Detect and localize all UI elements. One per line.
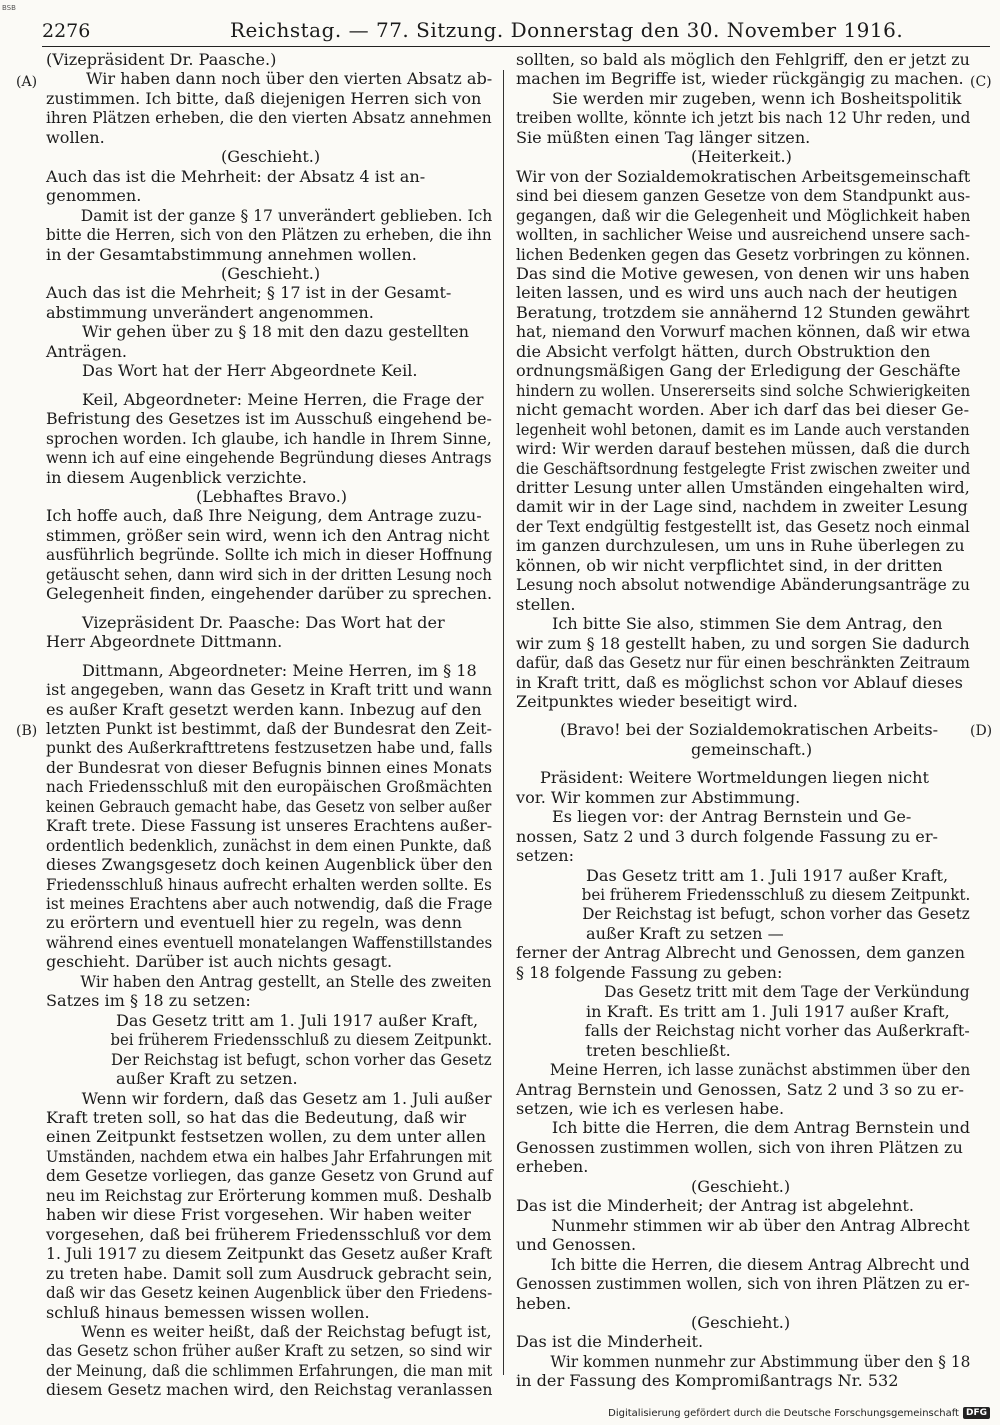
running-head: Reichstag. — 77. Sitzung. Donnerstag den 30. November 1916. [230,18,904,42]
text-line: während eines eventuell monatelangen Waffenstillstandes [46,932,493,952]
text-line: treiben wollte, könnte ich jetzt bis nach 12 Uhr reden, und [516,108,971,128]
text-line: 1. Juli 1917 zu diesem Zeitpunkt das Gesetz außer Kraft [46,1244,492,1264]
text-line: lichen Bedenken gegen das Gesetz vorbringen zu können. [516,244,971,264]
text-line: bitte die Herren, sich von den Plätzen zu erheben, die ihn [46,225,492,245]
text-line: der Meinung, daß die schlimmen Erfahrungen, die man mit [46,1360,493,1380]
text-line: wird: Wir werden darauf bestehen müssen, daß die durch [516,439,970,459]
text-line: treten beschließt. [586,1040,731,1060]
page-header [42,16,990,47]
text-line: getäuscht sehen, dann wird sich in der dritten Lesung noch [46,564,492,584]
text-line: schluß hinaus bemessen wissen wollen. [46,1302,370,1322]
text-line: geschieht. Darüber ist auch nichts gesagt. [46,952,393,972]
text-line: daß wir das Gesetz keinen Augenblick über den Friedens- [46,1283,493,1303]
text-line: Genossen zustimmen wollen, sich von ihren Plätzen zu [516,1137,963,1157]
text-line: (Geschieht.) [691,1313,791,1332]
text-line: Das Gesetz tritt mit dem Tage der Verkündung [604,982,970,1002]
text-line: nicht gemacht worden. Aber ich darf das bei dieser Ge- [516,400,970,420]
text-line: neu im Reichstag zur Erörterung kommen muß. Deshalb [46,1185,492,1205]
text-line: stellen. [516,594,576,614]
text-line: Beratung, trotzdem sie annähernd 12 Stunden gewährt [516,302,970,322]
margin-mark-c: (C) [970,74,992,90]
text-line: der Bundesrat von dieser Befugnis binnen eines Monats [46,757,492,777]
text-line: machen im Begriffe ist, wieder rückgängig zu machen. [516,69,964,89]
text-line: Kraft treten soll, so hat das die Bedeutung, daß wir [46,1108,467,1128]
text-line: das Gesetz schon früher außer Kraft zu setzen, so sind wir [46,1341,492,1361]
text-line: Wir kommen nunmehr zur Abstimmung über den § 18 [550,1351,971,1371]
text-line: Friedensschluß hinaus aufrecht erhalten werden sollte. Es [46,874,492,894]
text-line: (Heiterkeit.) [691,147,792,167]
text-line: sprochen worden. Ich glaube, ich handle in Ihrem Sinne, [46,428,492,448]
text-line: genommen. [46,186,142,206]
text-line: Sie werden mir zugeben, wenn ich Bosheitspolitik [552,88,962,108]
text-line: Das ist die Minderheit. [516,1332,704,1352]
text-line: ausführlich begründe. Sollte ich mich in dieser Hoffnung [46,545,493,565]
text-line: Ich bitte die Herren, die diesem Antrag Albrecht und [550,1254,970,1274]
text-line: diesem Gesetz machen wird, den Reichstag veranlassen [46,1380,493,1400]
text-line: legenheit wohl betonen, damit es im Lande auch verstanden [516,419,970,439]
text-line: Ich bitte die Herren, die dem Antrag Bernstein und [551,1118,970,1138]
text-line: Meine Herren, ich lasse zunächst abstimmen über den [549,1060,971,1080]
text-line: wollten, in sachlicher Weise und ausreichend unsere sach- [516,225,971,245]
text-line: Wir gehen über zu § 18 mit den dazu gestellten [82,322,470,342]
text-line: Ich hoffe auch, daß Ihre Neigung, dem Antrage zuzu- [46,506,482,526]
text-line: bei früherem Friedensschluß zu diesem Zeitpunkt. [110,1030,493,1050]
text-line: heben. [516,1293,572,1313]
text-line: gemeinschaft.) [691,739,813,759]
text-line: die Absicht verfolgt hätten, durch Obstruktion den [516,341,931,361]
text-line: (Geschieht.) [221,147,321,167]
text-line [46,652,492,661]
text-line: Wir haben den Antrag gestellt, an Stelle des zweiten [80,971,492,991]
text-line: Herr Abgeordnete Dittmann. [46,632,283,652]
text-line: keinen Gebrauch gemacht habe, das Gesetz von selber außer [46,796,492,816]
margin-mark-a: (A) [16,74,38,90]
text-line: in der Fassung des Kompromißantrags Nr. 532 [516,1371,899,1391]
text-line: hindern zu wollen. Unsererseits sind solche Schwierigkeiten [516,380,971,400]
text-line: dafür, daß das Gesetz nur für einen beschränkten Zeitraum [516,653,970,673]
right-column [516,50,970,1391]
text-line: der Text endgültig festgestellt ist, das Gesetz noch einmal [516,516,970,536]
text-line: Wir von der Sozialdemokratischen Arbeitsgemeinschaft [516,166,971,186]
text-line: außer Kraft zu setzen. [116,1069,298,1089]
text-line [516,759,970,768]
footer [608,1407,990,1419]
text-line: Ich bitte Sie also, stimmen Sie dem Antrag, den [552,614,943,634]
text-line: Umständen, nachdem etwa ein halbes Jahr Erfahrungen mit [46,1146,492,1166]
text-line: ordentlich bedenklich, zunächst in dem einen Punkte, daß [46,835,492,855]
text-line: nossen, Satz 2 und 3 durch folgende Fassung zu er- [516,826,938,846]
text-line: und Genossen. [516,1235,637,1255]
text-line [46,604,492,613]
text-line: Sie müßten einen Tag länger sitzen. [516,127,811,147]
text-line: leiten lassen, und es wird uns auch nach der heutigen [516,283,958,303]
text-line: Wenn es weiter heißt, daß der Reichstag befugt ist, [81,1322,492,1341]
text-line: Das ist die Minderheit; der Antrag ist abgelehnt. [516,1196,914,1216]
text-line: Vizepräsident Dr. Paasche: Das Wort hat der [82,612,445,632]
text-line: nach Friedensschluß mit den europäischen Großmächten [46,777,493,797]
text-line: (Vizepräsident Dr. Paasche.) [46,50,277,69]
text-line: Gelegenheit finden, eingehender darüber zu sprechen. [46,584,493,604]
text-line [516,711,970,720]
text-line: in diesem Augenblick verzichte. [46,467,307,487]
text-line: Keil, Abgeordneter: Meine Herren, die Frage der [82,389,484,409]
text-line: ist meines Erachtens aber auch notwendig, daß die Frage [46,894,493,914]
text-line: in der Gesamtabstimmung annehmen wollen. [46,244,417,264]
text-line: Der Reichstag ist befugt, schon vorher das Gesetz [111,1049,492,1069]
text-line: erheben. [516,1157,589,1177]
dfg-logo: DFG [963,1407,990,1419]
text-line: punkt des Außerkrafttretens festzusetzen habe und, falls [46,738,493,758]
text-line: sollten, so bald als möglich den Fehlgriff, den er jetzt zu [516,50,970,69]
text-line: Das Gesetz tritt am 1. Juli 1917 außer Kraft, [586,865,949,885]
text-line: (Geschieht.) [691,1176,791,1196]
text-line: letzten Punkt ist bestimmt, daß der Bundesrat den Zeit- [46,718,492,738]
text-line [46,381,492,390]
text-line: gegangen, daß wir die Gelegenheit und Möglichkeit haben [516,205,971,225]
text-line: Das Wort hat der Herr Abgeordnete Keil. [82,361,418,381]
text-line: dritter Lesung unter allen Umständen eingehalten wird, [516,477,970,497]
text-line: ferner der Antrag Albrecht und Genossen, dem ganzen [516,943,965,963]
text-line: stimmen, größer sein wird, wenn ich den Antrag nicht [46,525,490,545]
text-line: Zeitpunktes wieder beseitigt wird. [516,691,798,711]
left-column [46,50,492,1400]
text-line: § 18 folgende Fassung zu geben: [516,962,783,982]
text-line: haben wir diese Frist vorgesehen. Wir haben weiter [46,1205,471,1225]
text-line: im ganzen durchzulesen, um uns in Ruhe überlegen zu [516,536,965,556]
text-line: Anträgen. [46,341,128,361]
text-line: falls der Reichstag nicht vorher das Außerkraft- [584,1021,970,1041]
text-line: ist angegeben, wann das Gesetz in Kraft tritt und wann [46,680,493,700]
text-line: Lesung noch absolut notwendige Abänderungsanträge zu [516,575,970,595]
bsb-watermark: BSB [2,4,16,12]
text-line: ordnungsmäßigen Gang der Erledigung der Geschäfte [516,361,961,381]
text-line: die Geschäftsordnung festgelegte Frist zwischen zweiter und [516,458,971,478]
text-line: außer Kraft zu setzen — [586,923,784,943]
text-line: wollen. [46,127,105,147]
text-line: (Bravo! bei der Sozialdemokratischen Arbeits- [560,720,939,740]
text-line: abstimmung unverändert angenommen. [46,302,374,322]
text-line: Auch das ist die Mehrheit: der Absatz 4 ist an- [46,166,426,186]
text-line: können, ob wir nicht verpflichtet sind, in der dritten [516,555,943,575]
text-line: (Lebhaftes Bravo.) [196,486,348,506]
text-line: Nunmehr stimmen wir ab über den Antrag Albrecht [551,1215,970,1235]
text-line: Wenn wir fordern, daß das Gesetz am 1. Juli außer [81,1088,492,1108]
text-line: in Kraft tritt, daß es möglichst schon vor Ablauf dieses [516,672,963,692]
page-number: 2276 [42,20,91,42]
column-divider [503,70,504,1375]
footer-text: Digitalisierung gefördert durch die Deutsche Forschungsgemeinschaft [608,1407,959,1419]
text-line: sind bei diesem ganzen Gesetze von dem Standpunkt aus- [516,186,971,206]
text-line: zu erörtern und eventuell hier zu regeln, was denn [46,913,463,933]
text-line: (Geschieht.) [221,263,321,283]
text-line: Das Gesetz tritt am 1. Juli 1917 außer Kraft, [116,1010,479,1030]
text-line: ihren Plätzen erheben, die den vierten Absatz annehmen [46,108,492,128]
text-line: Satzes im § 18 zu setzen: [46,991,251,1011]
text-line: Der Reichstag ist befugt, schon vorher das Gesetz [582,904,970,924]
text-line: Kraft trete. Diese Fassung ist unseres Erachtens außer- [46,816,493,836]
text-line: Präsident: Weitere Wortmeldungen liegen nicht [540,768,929,788]
text-line: Dittmann, Abgeordneter: Meine Herren, im § 18 [82,660,477,680]
text-line: wir zum § 18 gestellt haben, zu und sorgen Sie dadurch [516,633,970,653]
text-line: Es liegen vor: der Antrag Bernstein und Ge- [552,807,912,827]
text-line: Genossen zustimmen wollen, sich von ihren Plätzen zu er- [516,1274,970,1294]
text-line: bei früherem Friedensschluß zu diesem Zeitpunkt. [581,885,971,905]
text-line: vorgesehen, daß bei früherem Friedensschluß vor dem [46,1224,492,1244]
margin-mark-b: (B) [16,723,38,739]
text-line: Wir haben dann noch über den vierten Absatz ab- [86,69,493,89]
text-line: Auch das ist die Mehrheit; § 17 ist in der Gesamt- [46,283,452,303]
text-line: setzen, wie ich es verlesen habe. [516,1099,785,1119]
text-line: Befristung des Gesetzes ist im Ausschuß eingehend be- [46,409,492,429]
text-line: in Kraft. Es tritt am 1. Juli 1917 außer Kraft, [586,1001,950,1021]
text-line: es außer Kraft gesetzt werden kann. Inbezug auf den [46,699,482,719]
text-line: Das sind die Motive gewesen, von denen wir uns haben [516,263,970,283]
text-line: Damit ist der ganze § 17 unverändert geblieben. Ich [80,205,493,225]
text-line: hat, niemand den Vorwurf machen können, daß wir etwa [516,322,971,342]
text-line: zustimmen. Ich bitte, daß diejenigen Herren sich von [46,88,482,108]
text-line: dieses Zwangsgesetz doch keinen Augenblick über den [46,855,493,875]
text-line: zu treten habe. Damit soll zum Ausdruck gebracht sein, [46,1263,493,1283]
text-line: vor. Wir kommen zur Abstimmung. [516,787,801,807]
text-line: Antrag Bernstein und Genossen, Satz 2 und 3 so zu er- [516,1079,964,1099]
text-line: einen Zeitpunkt festsetzen wollen, zu dem unter allen [46,1127,487,1147]
text-line: wenn ich auf eine eingehende Begründung dieses Antrags [46,448,492,468]
text-line: setzen: [516,846,575,866]
margin-mark-d: (D) [970,723,993,739]
text-line: dem Gesetze vorliegen, das ganze Gesetz von Grund auf [46,1166,493,1186]
text-line: damit wir in der Lage sind, nachdem in zweiter Lesung [516,497,968,517]
